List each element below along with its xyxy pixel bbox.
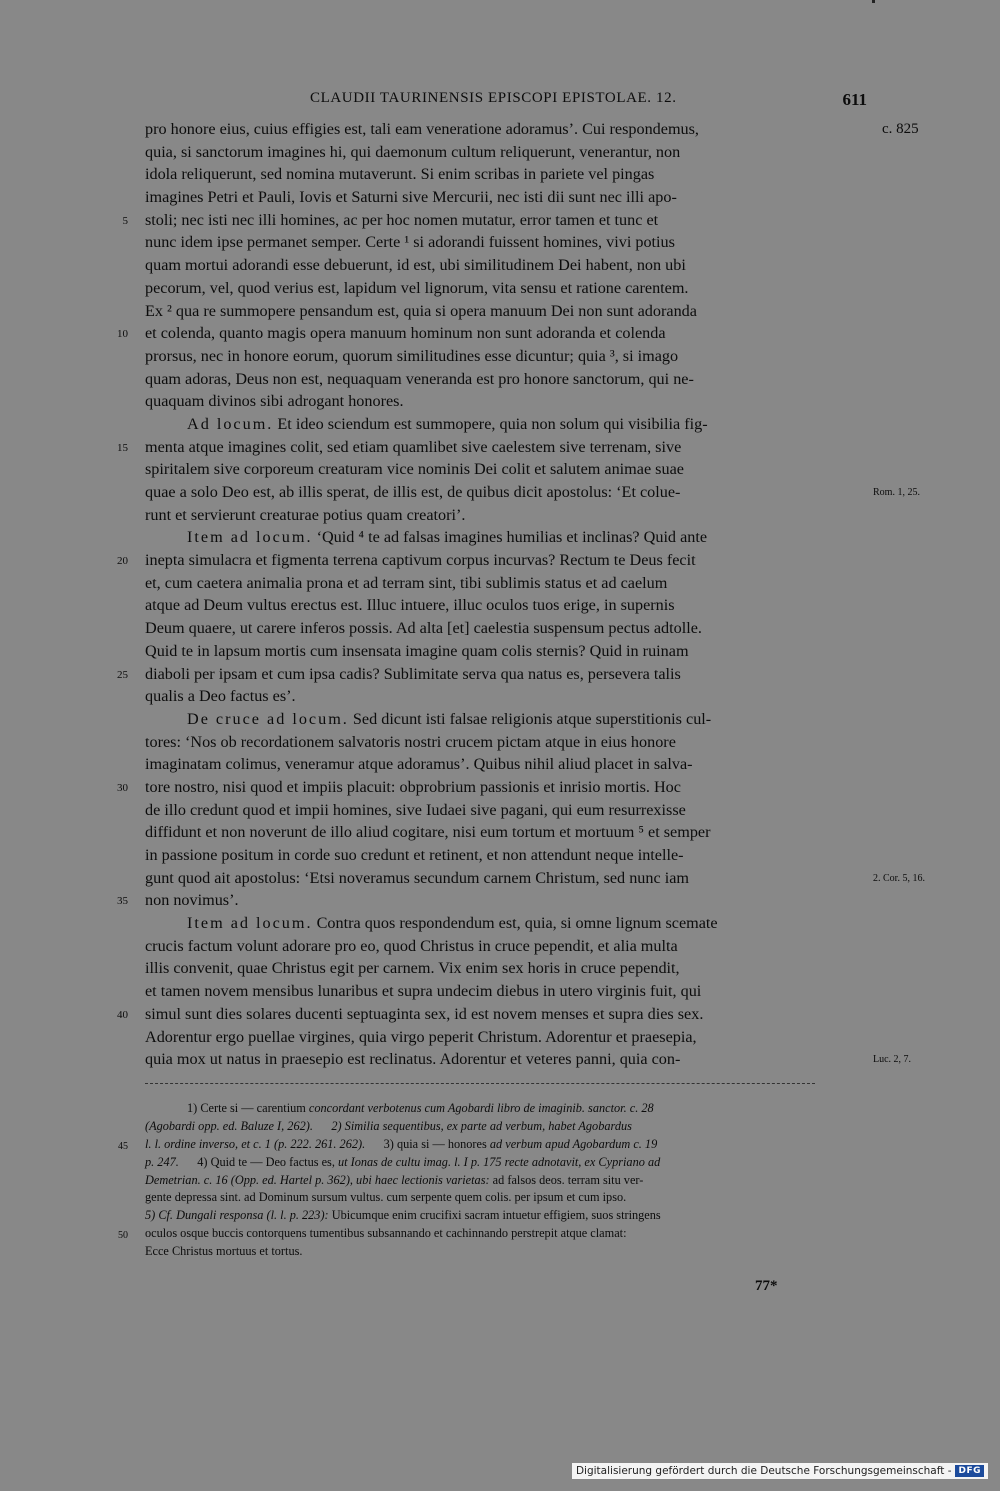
text-line: [145, 731, 867, 754]
footnote-line: [118, 1225, 867, 1243]
text-line: [145, 504, 867, 527]
line-text: Contra quos respondendum est, quia, si omne lignum scemate: [312, 914, 718, 933]
line-text: runt et servierunt creaturae potius quam creatori’.: [145, 505, 466, 524]
line-text: non novimus’.: [145, 891, 239, 910]
line-text: stoli; nec isti nec illi homines, ac per hoc nomen mutatur, error tamen et tunc et: [145, 210, 659, 229]
text-line: [145, 753, 867, 776]
line-text: Ex ² qua re summopere pensandum est, quia si opera manuum Dei non sunt adoranda: [145, 301, 697, 320]
text-line: [145, 935, 867, 958]
text-line: [145, 163, 867, 186]
footnote-text: 3) quia si — honores: [365, 1136, 490, 1151]
text-line: [145, 368, 867, 391]
footnote-line: [145, 1118, 867, 1136]
footnote-italic: 5) Cf. Dungali responsa (l. l. p. 223):: [145, 1208, 329, 1223]
text-line: [117, 549, 867, 572]
text-line: [145, 277, 867, 300]
page-number: 611: [842, 90, 867, 109]
line-text: imaginatam colimus, veneramur atque adoramus’. Quibus nihil aliud placet in salva-: [145, 755, 693, 774]
line-text: ‘Quid ⁴ te ad falsas imagines humilias et inclinas? Quid ante: [312, 528, 708, 547]
line-text: quam adoras, Deus non est, nequaquam veneranda est pro honore sanctorum, qui ne-: [145, 369, 694, 388]
line-number: 25: [117, 668, 128, 681]
line-text: quia mox ut natus in praesepio est reclinatus. Adorentur et veteres panni, quia con-: [145, 1050, 681, 1069]
line-number: 20: [117, 555, 128, 568]
margin-reference: Luc. 2, 7.: [873, 1054, 912, 1066]
section-lead: Ad locum.: [187, 414, 274, 433]
credit-text: Digitalisierung gefördert durch die Deutsche Forschungsgemeinschaft -: [575, 1465, 952, 1477]
text-line: [145, 799, 867, 822]
line-text: spiritalem sive corporeum creaturam vice nominis Dei colit et salutem animae suae: [145, 460, 684, 479]
footnote-line: [145, 1154, 867, 1172]
footnote-line: [145, 1100, 867, 1118]
signature-mark: 77*: [755, 1278, 778, 1294]
line-number: 40: [117, 1008, 128, 1021]
line-text: Adorentur ergo puellae virgines, quia virgo peperit Christum. Adorentur et praesepia,: [145, 1027, 697, 1046]
line-text: qualis a Deo factus es’.: [145, 687, 296, 706]
line-text: diffidunt et non noverunt de illo aliud cogitare, nisi eum tortum et mortuum ⁵ et semper: [145, 823, 711, 842]
footnote-italic: ad verbum apud Agobardum c. 19: [489, 1136, 658, 1151]
text-line: [145, 458, 867, 481]
footnote-italic: Demetrian. c. 16 (Opp. ed. Hartel p. 362), ubi haec lectionis varietas:: [145, 1172, 490, 1187]
text-line: [145, 617, 867, 640]
line-text: Et ideo sciendum est summopere, quia non solum qui visibilia fig-: [273, 414, 708, 433]
footnote-text: 1) Certe si — carentium: [187, 1101, 309, 1115]
footnote-italic: p. 247.: [145, 1154, 179, 1169]
line-text: imagines Petri et Pauli, Iovis et Saturni sive Mercurii, nec isti dii sunt nec illi apo-: [145, 188, 677, 207]
text-line: [145, 912, 867, 935]
line-text: Quid te in lapsum mortis cum insensata imagine quam colis sternis? Quid in ruinam: [145, 641, 689, 660]
dfg-logo: DFG: [955, 1465, 984, 1477]
text-line: [145, 413, 867, 436]
line-number: 10: [117, 328, 128, 341]
line-text: tores: ‘Nos ob recordationem salvatoris nostri crucem pictam atque in eius honore: [145, 732, 676, 751]
footnote-line: [145, 1243, 867, 1261]
text-line: [145, 300, 867, 323]
line-text: in passione positum in corde suo credunt et retinent, et non attendunt neque intelle-: [145, 846, 684, 864]
line-text: simul sunt dies solares ducenti septuaginta sex, id est novem menses et supra dies sex.: [145, 1004, 704, 1023]
text-line: [145, 481, 920, 504]
line-text: illis convenit, quae Christus egit per carnem. Vix enim sex horis in cruce pependit,: [145, 959, 680, 978]
text-line: [145, 594, 867, 617]
line-text: de illo credunt quod et impii homines, sive Iudaei sive pagani, qui eum resurrexisse: [145, 800, 686, 819]
text-line: [122, 209, 867, 232]
line-text: crucis factum volunt adorare pro eo, quod Christus in cruce pependit, et alia multa: [145, 936, 678, 955]
footnote-line: [145, 1189, 867, 1207]
footnote-text: Ecce Christus mortuus et tortus.: [145, 1244, 303, 1259]
footnote-italic: (Agobardi opp. ed. Baluze I, 262). 2) Similia sequentibus, ex parte ad verbum, habet Agobardus: [145, 1118, 632, 1133]
line-text: atque ad Deum vultus erectus est. Illuc intuere, illuc oculos tuos erige, in supernis: [145, 596, 675, 615]
line-text: et colenda, quanto magis opera manuum hominum non sunt adoranda et colenda: [145, 324, 666, 343]
text-line: [145, 345, 867, 368]
text-line: [145, 254, 867, 277]
text-line: [117, 776, 867, 799]
section-lead: Item ad locum.: [187, 528, 313, 547]
line-number: 5: [122, 214, 128, 227]
line-text: menta atque imagines colit, sed etiam quamlibet sive caelestem sive terrenam, sive: [145, 437, 682, 456]
line-text: prorsus, nec in honore eorum, quorum similitudines esse dicuntur; quia ³, si imago: [145, 346, 679, 365]
footnote-text: Ubicumque enim crucifixi sacram intuetur effigiem, suos stringens: [328, 1208, 661, 1223]
text-line: [117, 1003, 867, 1026]
line-text: quam mortui adorandi esse debuerunt, id est, ubi similitudinem Dei habent, non ubi: [145, 256, 686, 275]
line-text: nunc idem ipse permanet semper. Certe ¹ si adorandi fuissent homines, vivi potius: [145, 233, 675, 252]
section-lead: De cruce ad locum.: [187, 709, 349, 728]
text-line: [145, 118, 919, 141]
margin-reference: 2. Cor. 5, 16.: [873, 872, 925, 884]
line-number: 15: [117, 441, 128, 454]
footnote-italic: ut Ionas de cultu imag. l. I p. 175 recte adnotavit, ex Cypriano ad: [337, 1154, 661, 1169]
footnote-text: 4) Quid te — Deo factus es,: [178, 1154, 338, 1169]
funding-credit: [572, 1463, 988, 1479]
line-text: quaquam divinos sibi adrogant honores.: [145, 392, 404, 411]
text-line: [145, 685, 867, 708]
line-text: gunt quod ait apostolus: ‘Etsi noveramus secundum carnem Christum, sed nunc iam: [145, 868, 689, 887]
line-number: 35: [117, 895, 128, 908]
line-text: quae a solo Deo est, ab illis sperat, de illis est, de quibus dicit apostolus: ‘Et colue-: [145, 483, 681, 501]
text-line: [145, 957, 867, 980]
footnote-text: oculos osque buccis contorquens tumentibus subsannando et cachinnando perstrepit atque clamat:: [145, 1226, 627, 1241]
footnote-text: ad falsos deos. terram situ ver-: [489, 1172, 644, 1187]
line-text: idola reliquerunt, sed nomina mutaverunt. Si enim scribas in pariete vel pingas: [145, 165, 655, 184]
text-line: [117, 322, 867, 345]
text-line: [145, 980, 867, 1003]
text-line: [145, 708, 867, 731]
scan-speck: [872, 0, 875, 3]
line-text: inepta simulacra et figmenta terrena captivum corpus incurvas? Rectum te Deus fecit: [145, 551, 696, 570]
footnote-italic: concordant verbotenus cum Agobardi libro de imaginib. sanctor. c. 28: [308, 1101, 654, 1115]
text-line: [145, 186, 867, 209]
text-line: [117, 663, 867, 686]
margin-reference: Rom. 1, 25.: [873, 487, 920, 498]
line-text: tore nostro, nisi quod et impiis placuit: obprobrium passionis et inrisio mortis. Hoc: [145, 777, 681, 796]
line-number: 30: [117, 781, 128, 794]
running-title: CLAUDII TAURINENSIS EPISCOPI EPISTOLAE. 12.: [310, 90, 677, 106]
line-text: pecorum, vel, quod verius est, lapidum vel lignorum, vita sensu et ratione carentem.: [145, 278, 689, 297]
text-line: [145, 821, 867, 844]
line-text: quia, si sanctorum imagines hi, qui daemonum cultum reliquerunt, venerantur, non: [145, 142, 681, 161]
line-text: Sed dicunt isti falsae religionis atque superstitionis cul-: [348, 709, 712, 728]
text-line: [145, 526, 867, 549]
text-line: [145, 844, 867, 867]
footnote-line: [145, 1172, 867, 1190]
text-line: [145, 141, 867, 164]
text-line: [145, 640, 867, 663]
line-number: 50: [118, 1230, 128, 1242]
margin-reference: c. 825: [882, 121, 919, 137]
text-line: [117, 889, 867, 912]
line-text: diaboli per ipsam et cum ipsa cadis? Sublimitate serva qua natus es, persevera talis: [145, 664, 681, 683]
line-text: Deum quaere, ut carere inferos possis. Ad alta [et] caelestia suspensum pectus adtolle.: [145, 619, 702, 638]
footnote-line: [145, 1207, 867, 1225]
line-number: 45: [118, 1140, 128, 1152]
line-text: pro honore eius, cuius effigies est, tali eam veneratione adoramus’. Cui respondemus,: [145, 120, 699, 138]
footnote-text: gente depressa sint. ad Dominum sursum vultus. cum serpente quem colis. per ipsum et cum ipso.: [145, 1190, 627, 1205]
text-line: [145, 231, 867, 254]
footnote-italic: l. l. ordine inverso, et c. 1 (p. 222. 261. 262).: [145, 1136, 366, 1151]
text-line: [145, 390, 867, 413]
footnotes: [118, 1100, 867, 1261]
footnote-rule: [145, 1083, 815, 1084]
main-text: [117, 118, 925, 1071]
line-text: et, cum caetera animalia prona et ad terram sint, tibi sublimis status et ad caelum: [145, 573, 668, 592]
footnote-line: [118, 1136, 867, 1154]
text-line: [145, 1026, 867, 1049]
line-text: et tamen novem mensibus lunaribus et supra undecim diebus in utero virginis fuit, qui: [145, 982, 702, 1001]
section-lead: Item ad locum.: [187, 914, 313, 933]
page-header: [145, 90, 867, 114]
text-line: [145, 572, 867, 595]
text-line: [117, 436, 867, 459]
text-line: [145, 867, 925, 890]
text-line: [145, 1048, 912, 1071]
